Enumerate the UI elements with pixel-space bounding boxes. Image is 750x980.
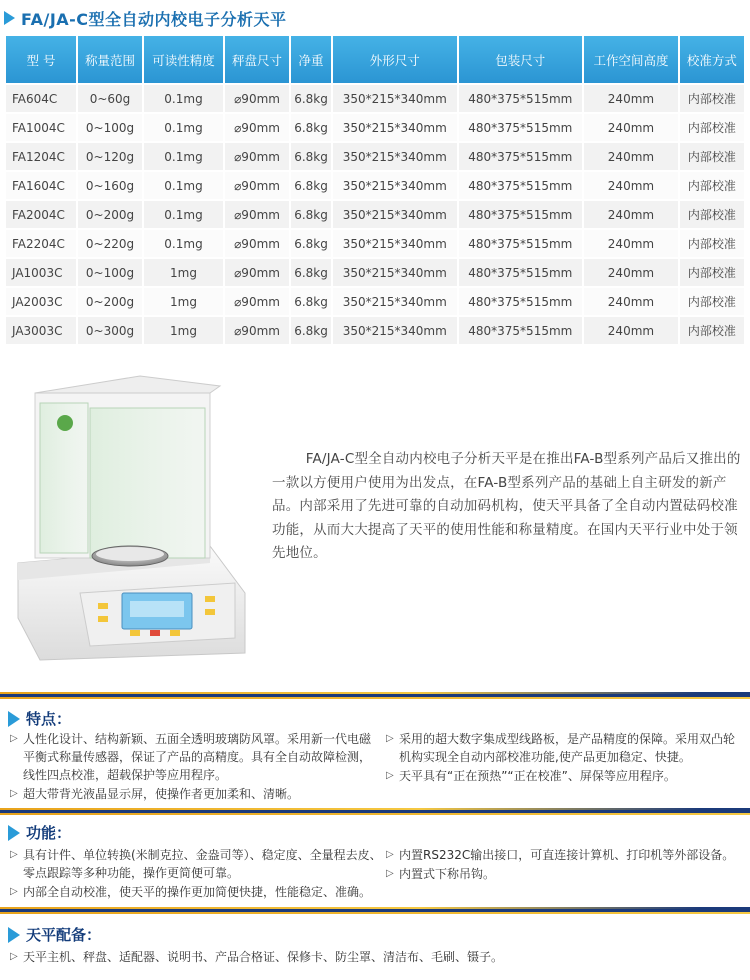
table-cell: 240mm <box>584 230 678 257</box>
table-cell: FA604C <box>6 85 76 112</box>
table-cell: ⌀90mm <box>225 317 289 344</box>
triangle-right-icon <box>8 825 20 841</box>
list-item: ▷ 内置RS232C输出接口，可直连接计算机、打印机等外部设备。 <box>386 846 742 864</box>
table-cell: ⌀90mm <box>225 85 289 112</box>
table-cell: 480*375*515mm <box>459 288 583 315</box>
table-cell: 350*215*340mm <box>333 172 457 199</box>
table-cell: 1mg <box>144 288 223 315</box>
column-header: 可读性精度 <box>144 36 223 83</box>
table-cell: 240mm <box>584 114 678 141</box>
table-cell: ⌀90mm <box>225 259 289 286</box>
title-row <box>4 6 287 30</box>
features-title: 特点： <box>26 710 72 728</box>
accessories-heading <box>8 924 101 945</box>
table-cell: 6.8kg <box>291 201 331 228</box>
column-header: 外形尺寸 <box>333 36 457 83</box>
table-cell: JA1003C <box>6 259 76 286</box>
spec-table <box>4 34 746 346</box>
list-item: ▷ 具有计件、单位转换(米制克拉、金盎司等）、稳定度、全量程去皮、零点跟踪等多种功能，操作更简便可靠。 <box>10 846 382 882</box>
table-cell: FA2204C <box>6 230 76 257</box>
table-cell: 6.8kg <box>291 172 331 199</box>
table-cell: 0~200g <box>78 201 142 228</box>
table-body <box>6 85 744 344</box>
column-header: 包装尺寸 <box>459 36 583 83</box>
table-cell: FA1604C <box>6 172 76 199</box>
table-cell: 0.1mg <box>144 114 223 141</box>
table-cell: 350*215*340mm <box>333 288 457 315</box>
table-cell: 350*215*340mm <box>333 114 457 141</box>
table-cell: 240mm <box>584 317 678 344</box>
table-cell: 0~300g <box>78 317 142 344</box>
accessories-title: 天平配备： <box>26 926 102 944</box>
table-cell: 1mg <box>144 317 223 344</box>
product-image <box>10 368 255 668</box>
column-header: 工作空间高度 <box>584 36 678 83</box>
table-cell: 6.8kg <box>291 288 331 315</box>
table-cell: JA2003C <box>6 288 76 315</box>
table-cell: 350*215*340mm <box>333 230 457 257</box>
table-cell: 0~120g <box>78 143 142 170</box>
functions-left-column <box>10 846 382 902</box>
table-row <box>6 172 744 199</box>
table-cell: 240mm <box>584 172 678 199</box>
table-cell: FA1204C <box>6 143 76 170</box>
table-cell: 240mm <box>584 85 678 112</box>
table-cell: 1mg <box>144 259 223 286</box>
column-header: 校准方式 <box>680 36 744 83</box>
table-cell: 内部校准 <box>680 85 744 112</box>
table-cell: JA3003C <box>6 317 76 344</box>
table-cell: 240mm <box>584 143 678 170</box>
table-row <box>6 259 744 286</box>
section-divider <box>0 907 750 914</box>
table-cell: 内部校准 <box>680 114 744 141</box>
table-cell: 0.1mg <box>144 230 223 257</box>
functions-heading <box>8 822 71 843</box>
list-item: ▷ 天平主机、秤盘、适配器、说明书、产品合格证、保修卡、防尘罩、清洁布、毛刷、镊子。 <box>10 948 740 966</box>
table-cell: 0~220g <box>78 230 142 257</box>
table-row <box>6 288 744 315</box>
table-cell: 内部校准 <box>680 288 744 315</box>
table-cell: 0.1mg <box>144 143 223 170</box>
table-cell: 内部校准 <box>680 172 744 199</box>
functions-title: 功能： <box>26 824 72 842</box>
table-cell: 0~60g <box>78 85 142 112</box>
page-title: FA/JA-C型全自动内校电子分析天平 <box>21 9 287 29</box>
table-cell: 350*215*340mm <box>333 201 457 228</box>
table-cell: ⌀90mm <box>225 288 289 315</box>
table-row <box>6 143 744 170</box>
table-cell: 240mm <box>584 201 678 228</box>
table-row <box>6 114 744 141</box>
table-cell: 0.1mg <box>144 172 223 199</box>
list-item: ▷ 采用的超大数字集成型线路板，是产品精度的保障。采用双凸轮机构实现全自动内部校准功能,使产品更加稳定、快捷。 <box>386 730 742 766</box>
column-header: 称量范围 <box>78 36 142 83</box>
features-right-column <box>386 730 742 786</box>
table-cell: 6.8kg <box>291 114 331 141</box>
table-cell: 480*375*515mm <box>459 143 583 170</box>
list-item: ▷ 内置式下称吊钩。 <box>386 865 742 883</box>
section-divider <box>0 692 750 699</box>
table-cell: 内部校准 <box>680 230 744 257</box>
functions-right-column <box>386 846 742 884</box>
table-cell: ⌀90mm <box>225 201 289 228</box>
table-cell: 350*215*340mm <box>333 85 457 112</box>
triangle-right-icon <box>8 927 20 943</box>
table-cell: ⌀90mm <box>225 172 289 199</box>
table-cell: 480*375*515mm <box>459 172 583 199</box>
table-cell: 内部校准 <box>680 201 744 228</box>
table-cell: 0~100g <box>78 259 142 286</box>
table-cell: 内部校准 <box>680 143 744 170</box>
table-cell: 350*215*340mm <box>333 317 457 344</box>
list-item: ▷ 超大带背光液晶显示屏，使操作者更加柔和、清晰。 <box>10 785 378 803</box>
features-left-column <box>10 730 378 804</box>
table-cell: 内部校准 <box>680 259 744 286</box>
table-cell: 内部校准 <box>680 317 744 344</box>
accessories-list <box>10 948 740 967</box>
table-cell: 240mm <box>584 259 678 286</box>
table-cell: 0~160g <box>78 172 142 199</box>
table-cell: ⌀90mm <box>225 143 289 170</box>
table-row <box>6 230 744 257</box>
triangle-right-icon <box>8 711 20 727</box>
table-cell: 480*375*515mm <box>459 317 583 344</box>
table-cell: 240mm <box>584 288 678 315</box>
intro-paragraph: FA/JA-C型全自动内校电子分析天平是在推出FA-B型系列产品后又推出的一款以方便用户使用为出发点，在FA-B型系列产品的基础上自主研发的新产品。内部采用了先进可靠的自动加码机构，使天平具备了全自动内置砝码校准功能，从而大大提高了天平的使用性能和称量精度。在国内天平行业中处于领先地位。 <box>272 451 741 561</box>
table-cell: 350*215*340mm <box>333 259 457 286</box>
table-cell: ⌀90mm <box>225 230 289 257</box>
table-header-row <box>6 36 744 83</box>
table-cell: FA2004C <box>6 201 76 228</box>
table-cell: 480*375*515mm <box>459 201 583 228</box>
list-item: ▷ 人性化设计、结构新颖、五面全透明玻璃防风罩。采用新一代电磁平衡式称量传感器，保证了产品的高精度。具有全自动故障检测，线性四点校准，超载保护等应用程序。 <box>10 730 378 784</box>
table-cell: 0~200g <box>78 288 142 315</box>
table-cell: 6.8kg <box>291 230 331 257</box>
column-header: 秤盘尺寸 <box>225 36 289 83</box>
table-row <box>6 317 744 344</box>
triangle-right-icon <box>4 11 15 25</box>
table-cell: 480*375*515mm <box>459 230 583 257</box>
table-cell: 0~100g <box>78 114 142 141</box>
features-heading <box>8 708 71 729</box>
list-item: ▷ 天平具有“正在预热”“正在校准”、屏保等应用程序。 <box>386 767 742 785</box>
section-divider <box>0 808 750 815</box>
table-cell: 0.1mg <box>144 201 223 228</box>
table-row <box>6 85 744 112</box>
table-cell: 480*375*515mm <box>459 85 583 112</box>
table-cell: 350*215*340mm <box>333 143 457 170</box>
table-cell: 6.8kg <box>291 85 331 112</box>
table-cell: ⌀90mm <box>225 114 289 141</box>
table-cell: 0.1mg <box>144 85 223 112</box>
column-header: 净重 <box>291 36 331 83</box>
table-cell: 6.8kg <box>291 259 331 286</box>
table-cell: 6.8kg <box>291 143 331 170</box>
column-header: 型 号 <box>6 36 76 83</box>
list-item: ▷ 内部全自动校准，使天平的操作更加简便快捷，性能稳定、准确。 <box>10 883 382 901</box>
table-cell: 480*375*515mm <box>459 114 583 141</box>
table-cell: 480*375*515mm <box>459 259 583 286</box>
table-cell: FA1004C <box>6 114 76 141</box>
table-row <box>6 201 744 228</box>
table-cell: 6.8kg <box>291 317 331 344</box>
